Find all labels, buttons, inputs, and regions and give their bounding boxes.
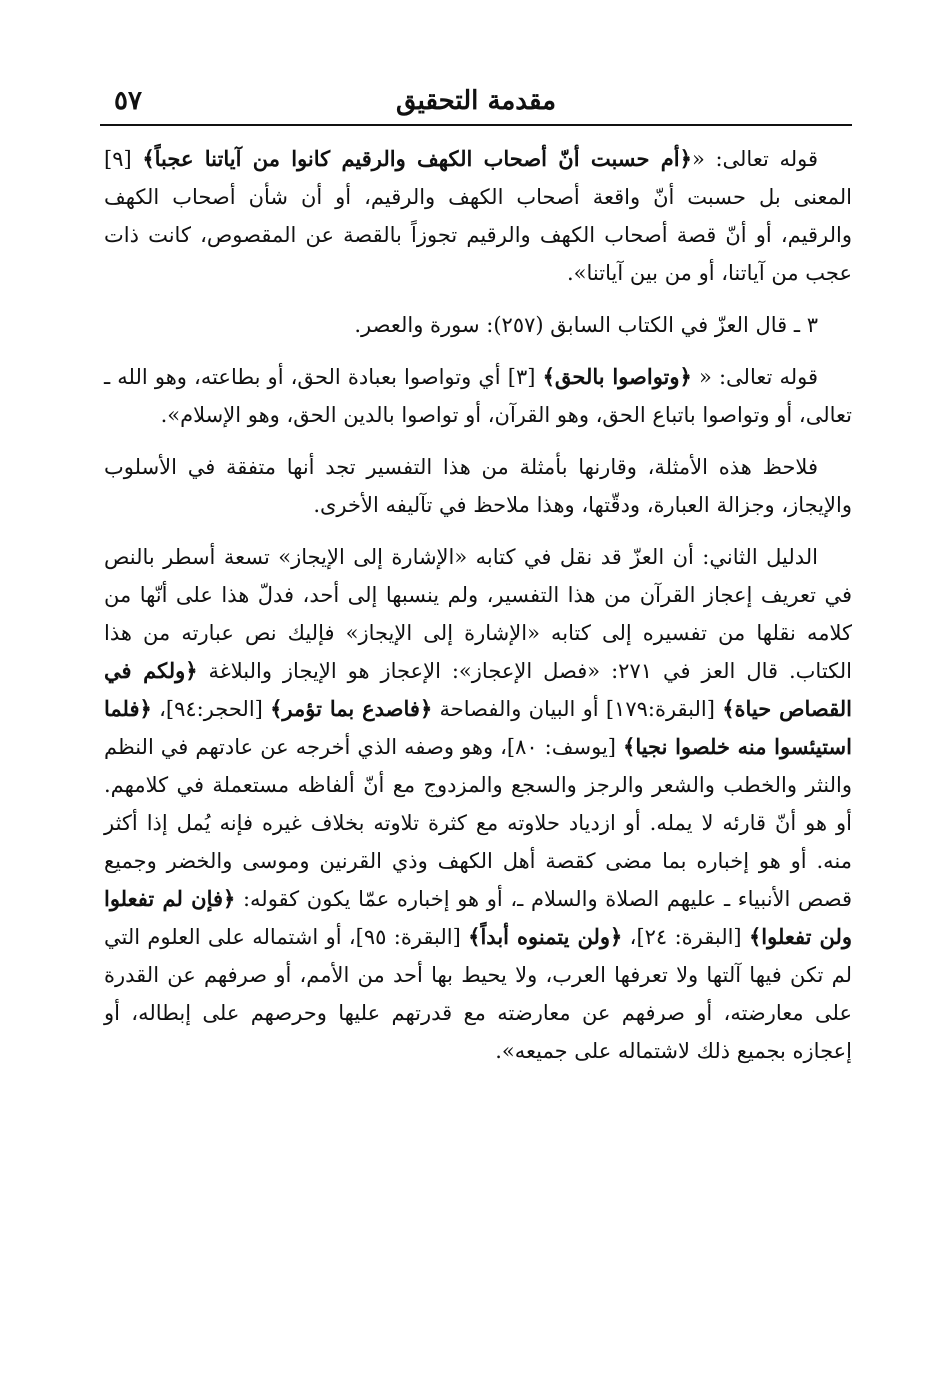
- quran-verse: ﴿ولكم في القصاص حياة﴾: [104, 658, 852, 721]
- text-segment: [يوسف: ٨٠]، وهو وصفه الذي أخرجه عن عادتهم في النظم والنثر والخطب والشعر والرجز والسجع والمزدوج مع أنّ ألفاظه مستعملة في كلامهم. أو هو أنّ قارئه لا يمله. أو ازدياد حلاوته مع كثرة تلاوته بخلاف غيره فإنه يُمل إذا أكثر منه. أو هو إخباره بما مضى كقصة أهل الكهف وذي القرنين وموسى والخضر وجميع قصص الأنبياء ـ عليهم الصلاة والسلام ـ، أو هو إخباره عمّا يكون كقوله:: [104, 735, 852, 911]
- text-segment: [البقرة:١٧٩] أو البيان والفصاحة: [432, 697, 723, 721]
- paragraph-1: [104, 140, 852, 292]
- page-header: [100, 82, 852, 126]
- paragraph-4: [104, 448, 852, 524]
- paragraph-5: [104, 538, 852, 1070]
- paragraph-2: [104, 306, 852, 344]
- text-segment: ٣ ـ قال العزّ في الكتاب السابق (٢٥٧): سورة والعصر.: [354, 313, 818, 337]
- text-segment: [البقرة: ٩٥]، أو اشتماله على العلوم التي لم تكن فيها آلتها ولا تعرفها العرب، ولا يحيط بها أحد من الأمم، أو صرفهم عن القدرة على معارضته، أو صرفهم عن معارضته مع قدرتهم عليها وحرصهم على إبطاله، أو إعجازه بجميع ذلك لاشتماله على جميعه».: [104, 925, 852, 1063]
- text-segment: الدليل الثاني: أن العزّ قد نقل في كتابه «الإشارة إلى الإيجاز» تسعة أسطر بالنص في تعريف إعجاز القرآن من هذا التفسير، ولم ينسبها إلى أحد، فدلّ هذا على أنّها من كلامه نقلها من تفسيره إلى كتابه «الإشارة إلى الإيجاز» فإليك نص عبارته من هذا الكتاب. قال العز في ٢٧١: «فصل الإعجاز»: الإعجاز هو الإيجاز والبلاغة: [104, 545, 852, 683]
- quran-verse: ﴿فلما استيئسوا منه خلصوا نجيا﴾: [104, 696, 852, 759]
- quran-verse: ﴿فاصدع بما تؤمر﴾: [270, 696, 433, 721]
- quran-verse: ﴿فإن لم تفعلوا ولن تفعلوا﴾: [104, 886, 853, 949]
- page-number: ٥٧: [114, 86, 142, 116]
- quran-verse: ﴿ولن يتمنوه أبداً﴾: [468, 924, 623, 949]
- text-segment: قوله تعالى: «: [691, 365, 818, 389]
- quran-verse: ﴿وتواصوا بالحق﴾: [542, 364, 692, 389]
- text-segment: [الحجر:٩٤]،: [151, 697, 271, 721]
- text-segment: [٣] أي وتواصوا بعبادة الحق، أو بطاعته، وهو الله ـ تعالى، أو وتواصوا باتباع الحق، وهو القرآن، أو تواصوا بالدين الحق، وهو الإسلام».: [104, 365, 852, 427]
- text-segment: فلاحظ هذه الأمثلة، وقارنها بأمثلة من هذا التفسير تجد أنها متفقة في الأسلوب والإيجاز، وجزالة العبارة، ودقّتها، وهذا ملاحظ في تآليفه الأخرى.: [104, 455, 852, 517]
- main-text: [104, 140, 852, 1084]
- running-title: مقدمة التحقيق: [395, 86, 557, 116]
- text-segment: [البقرة: ٢٤]،: [622, 925, 749, 949]
- paragraph-3: [104, 358, 852, 434]
- text-segment: قوله تعالى: «: [691, 147, 818, 171]
- text-segment: [٩] المعنى بل حسبت أنّ واقعة أصحاب الكهف والرقيم، أو أن شأن أصحاب الكهف والرقيم، أو أنّ قصة أصحاب الكهف والرقيم تجوزاً بالقصة عن المقصوص، كانت ذات عجب من آياتنا، أو من بين آياتنا».: [104, 147, 852, 285]
- quran-verse: ﴿أم حسبت أنّ أصحاب الكهف والرقيم كانوا من آياتنا عجباً﴾: [142, 146, 692, 171]
